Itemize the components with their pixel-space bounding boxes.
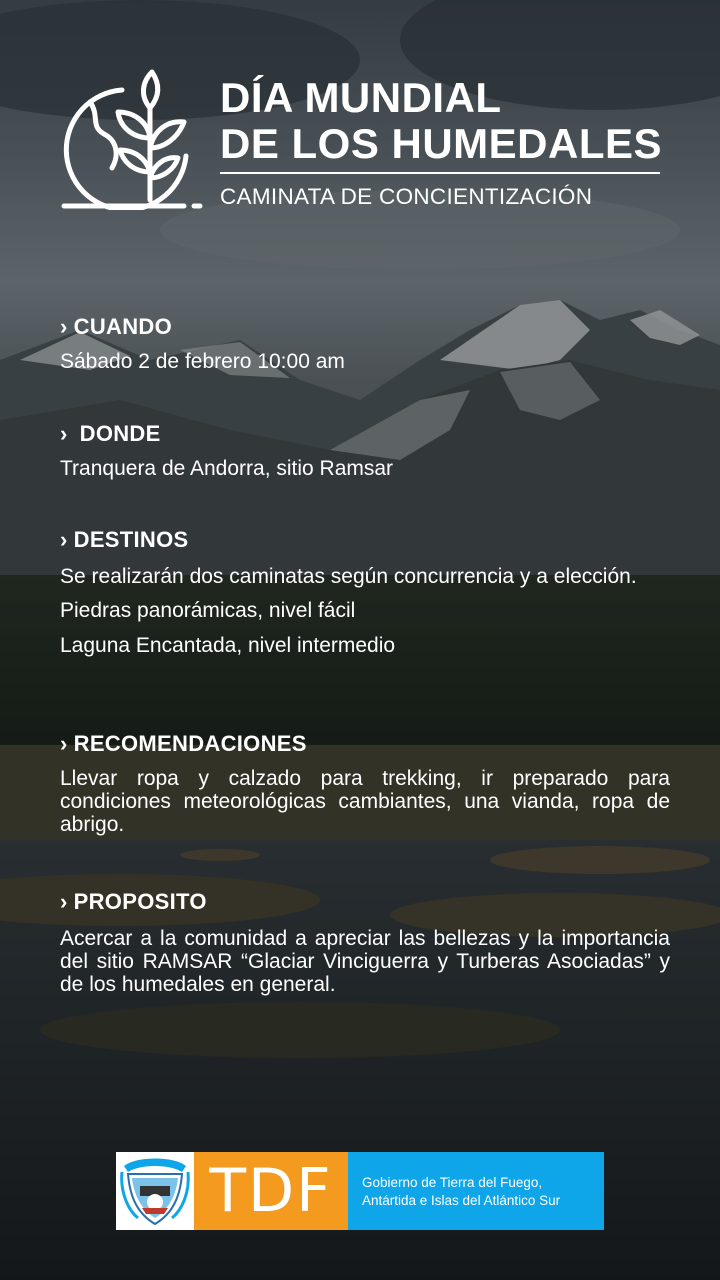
title-line-2: DE LOS HUMEDALES [220, 120, 663, 167]
chevron-right-icon: › [60, 731, 68, 756]
title-divider [220, 172, 660, 174]
heading-label: DESTINOS [73, 527, 189, 552]
heading-label: PROPOSITO [73, 889, 207, 914]
section-destinos [60, 527, 670, 658]
subtitle: CAMINATA DE CONCIENTIZACIÓN [220, 184, 593, 209]
section-donde [60, 421, 670, 480]
section-text-donde: Tranquera de Andorra, sitio Ramsar [60, 457, 394, 480]
heading-label: RECOMENDACIONES [73, 731, 307, 756]
section-heading-cuando [60, 314, 670, 340]
section-cuando [60, 314, 670, 373]
government-name-line-2: Antártida e Islas del Atlántico Sur [362, 1193, 561, 1208]
section-heading-proposito [60, 889, 670, 915]
section-text-destinos: Se realizarán dos caminatas según concurrencia y a elección. [60, 565, 637, 588]
section-heading-destinos [60, 527, 670, 553]
seal-box [116, 1152, 194, 1230]
title-line-1: DÍA MUNDIAL [220, 74, 502, 121]
header [60, 68, 663, 218]
destino-item-2: Laguna Encantada, nivel intermedio [60, 634, 396, 657]
government-name [362, 1174, 560, 1210]
tdf-brand-text: TDF [209, 1156, 333, 1226]
tdf-brand-box [194, 1152, 348, 1230]
section-text-cuando: Sábado 2 de febrero 10:00 am [60, 350, 345, 373]
government-name-box [348, 1152, 604, 1230]
chevron-right-icon: › [60, 314, 68, 339]
heading-label: DONDE [79, 421, 161, 446]
section-heading-donde [60, 421, 670, 447]
section-text-recomendaciones: Llevar ropa y calzado para trekking, ir preparado para condiciones meteorológicas cambiantes, una vianda, ropa de abrigo. [60, 767, 670, 836]
section-heading-recomendaciones [60, 731, 670, 757]
chevron-right-icon: › [60, 889, 68, 914]
destino-item-1: Piedras panorámicas, nivel fácil [60, 599, 356, 622]
globe-plant-icon [60, 68, 210, 210]
section-proposito [60, 889, 670, 996]
chevron-right-icon: › [60, 527, 68, 552]
heading-label: CUANDO [73, 314, 172, 339]
government-name-line-1: Gobierno de Tierra del Fuego, [362, 1175, 543, 1190]
government-logo-bar [116, 1152, 604, 1230]
section-text-proposito: Acercar a la comunidad a apreciar las bellezas y la importancia del sitio RAMSAR “Glaciar Vinciguerra y Turberas Asociadas” y de los humedales en general. [60, 927, 670, 996]
province-seal-icon [116, 1152, 194, 1230]
chevron-right-icon: › [60, 421, 68, 446]
section-recomendaciones [60, 731, 670, 836]
